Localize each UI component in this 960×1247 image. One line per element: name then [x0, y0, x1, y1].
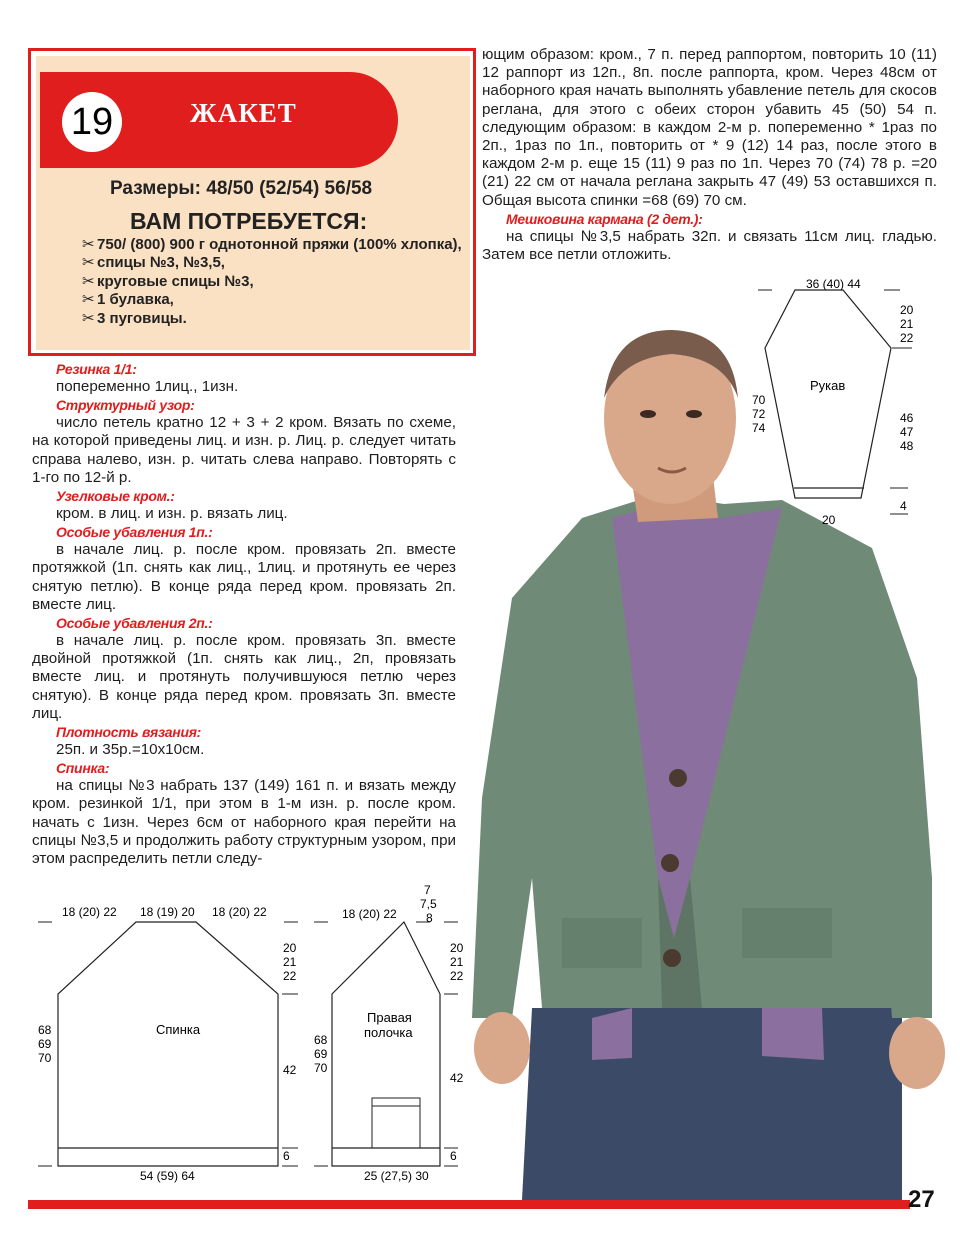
- footer-rule: [28, 1200, 910, 1209]
- supplies-heading: ВАМ ПОТРЕБУЕТСЯ:: [130, 208, 368, 234]
- sleeve-rb-label: 4: [900, 499, 907, 513]
- structure-text: число петель кратно 12 + 3 + 2 кром. Вязать по схеме, на которой приведены лиц. и изн. р. Лиц. р. следует читать справа налево, изн. р. читать слева направо. Повторять с 1-го по 12-й р.: [32, 414, 456, 486]
- decrease2-heading: Особые убавления 2п.:: [56, 615, 213, 632]
- front-neck-label: 7,5: [420, 897, 437, 911]
- back-rm-label: 42: [283, 1063, 297, 1077]
- supplies-list: [82, 236, 462, 328]
- back-left-label: 68: [38, 1023, 52, 1037]
- sleeve-rt-label: 20: [900, 303, 914, 317]
- back-left-label: 70: [38, 1051, 52, 1065]
- front-neck-label: 8: [426, 911, 433, 925]
- front-name-label: полочка: [364, 1025, 413, 1040]
- sleeve-left-label: 70: [752, 393, 766, 407]
- pocket-shape: [742, 908, 832, 958]
- decrease2-text: в начале лиц. р. после кром. провязать 3п. вместе двойной протяжкой (1п. снять как лиц., 2п, провязать вместе лиц. и протянуть получившуюся петлю через снятую). В конце ряда перед кром. провязать 3п. вместе лиц.: [32, 632, 456, 722]
- back-rt-label: 21: [283, 955, 297, 969]
- sleeve-top-label: 36 (40) 44: [806, 277, 861, 291]
- back-diagram: [32, 880, 304, 1186]
- left-hand-shape: [474, 1012, 530, 1084]
- back-top-label: 18 (19) 20: [140, 905, 195, 919]
- sleeve-diagram: [740, 270, 940, 532]
- front-left-label: 70: [314, 1061, 328, 1075]
- rib-text: попеременно 1лиц., 1изн.: [56, 378, 239, 395]
- back-text-continued: ющим образом: кром., 7 п. перед раппортом, повторить 10 (11) 12 раппорт из 12п., 8п. после раппорта, кром. Через 48см от наборного края начать выполнять убавление петель для скосов реглана, для этого с обеих сторон убавить 45 (50) 54 п. следующим образом: в каждом 2-м р. попеременно * 1раз по 2п., 1раз по 1п., повторить от * 9 (12) 14 раз, после этого в каждом 2-м р. еще 15 (11) 9 раз по 1п. Через 70 (74) 78 р. =20 (21) 22 см от начала реглана закрыть 47 (49) 53 оставшихся п. Общая высота спинки =68 (69) 70 см.: [482, 46, 937, 209]
- sleeve-rt-label: 22: [900, 331, 914, 345]
- sizes-line: Размеры: 48/50 (52/54) 56/58: [110, 178, 373, 199]
- scissors-icon: ✂: [82, 291, 95, 309]
- back-top-label: 18 (20) 22: [62, 905, 117, 919]
- right-text-column: [482, 46, 937, 264]
- front-rm-label: 42: [450, 1071, 464, 1085]
- gauge-heading: Плотность вязания:: [56, 724, 201, 741]
- front-top-label: 18 (20) 22: [342, 907, 397, 921]
- decrease1-text: в начале лиц. р. после кром. провязать 2п. вместе протяжкой (1п. снять как лиц., 1лиц. и протянуть ее через снятую петлю). В конце ряда перед кром. провязать 2п. вместе лиц.: [32, 541, 456, 613]
- scissors-icon: ✂: [82, 254, 95, 272]
- edge-heading: Узелковые кром.:: [56, 488, 175, 505]
- sleeve-rt-label: 21: [900, 317, 914, 331]
- pocket-shape: [562, 918, 642, 968]
- sleeve-rm-label: 47: [900, 425, 914, 439]
- supply-item: ✂ спицы №3, №3,5,: [82, 254, 225, 272]
- jeans-shape: [522, 1008, 902, 1200]
- sleeve-left-label: 72: [752, 407, 766, 421]
- button-icon: [669, 769, 687, 787]
- decrease1-heading: Особые убавления 1п.:: [56, 524, 213, 541]
- page-number: 27: [908, 1186, 935, 1213]
- left-text-column: [32, 360, 456, 868]
- sleeve-left-label: 74: [752, 421, 766, 435]
- back-bottom-label: 54 (59) 64: [140, 1169, 195, 1183]
- back-rb-label: 6: [283, 1149, 290, 1163]
- gauge-text: 25п. и 35р.=10х10см.: [56, 741, 205, 759]
- scissors-icon: ✂: [82, 236, 95, 253]
- front-rt-label: 21: [450, 955, 464, 969]
- back-name-label: Спинка: [156, 1022, 201, 1037]
- front-bottom-label: 25 (27,5) 30: [364, 1169, 429, 1183]
- pocket-heading: Мешковина кармана (2 дет.):: [506, 210, 703, 227]
- supply-item: ✂ 1 булавка,: [82, 291, 174, 309]
- back-rt-label: 22: [283, 969, 297, 983]
- front-left-label: 69: [314, 1047, 328, 1061]
- front-rt-label: 22: [450, 969, 464, 983]
- edge-text: кром. в лиц. и изн. р. вязать лиц.: [56, 505, 288, 523]
- pocket-text: на спицы №3,5 набрать 32п. и связать 11см лиц. гладью. Затем все петли отложить.: [482, 227, 937, 264]
- sleeve-rm-label: 46: [900, 411, 914, 425]
- button-icon: [661, 854, 679, 872]
- front-rb-label: 6: [450, 1149, 457, 1163]
- back-heading: Спинка:: [56, 760, 110, 777]
- right-hand-shape: [889, 1017, 945, 1089]
- scissors-icon: ✂: [82, 309, 95, 327]
- supply-item: ✂ круговые спицы №3,: [82, 272, 254, 290]
- sleeve-bottom-label: 20: [822, 513, 836, 527]
- front-left-label: 68: [314, 1033, 328, 1047]
- back-rt-label: 20: [283, 941, 297, 955]
- rib-heading: Резинка 1/1:: [56, 361, 137, 377]
- scissors-icon: ✂: [82, 272, 95, 290]
- back-top-label: 18 (20) 22: [212, 905, 267, 919]
- sleeve-rm-label: 48: [900, 439, 914, 453]
- pattern-number-badge: 19: [62, 92, 122, 152]
- front-rt-label: 20: [450, 941, 464, 955]
- back-left-label: 69: [38, 1037, 52, 1051]
- back-text: на спицы №3 набрать 137 (149) 161 п. и вязать между кром. резинкой 1/1, при этом в 1-м изн. р. после кром. начать с 1изн. Через 6см от наборного края перейти на спицы №3,5 и продолжить работу структурным узором, при этом распределить петли следу-: [32, 777, 456, 868]
- front-diagram: [306, 880, 476, 1186]
- front-name-label: Правая: [367, 1010, 412, 1025]
- button-icon: [663, 949, 681, 967]
- sleeve-name-label: Рукав: [810, 378, 846, 393]
- pattern-title: ЖАКЕТ: [190, 98, 297, 128]
- front-neck-label: 7: [424, 883, 431, 897]
- supply-item: ✂ 750/ (800) 900 г однотонной пряжи (100% хлопка),: [82, 236, 462, 253]
- supply-item: ✂ 3 пуговицы.: [82, 309, 187, 327]
- structure-heading: Структурный узор:: [56, 397, 195, 414]
